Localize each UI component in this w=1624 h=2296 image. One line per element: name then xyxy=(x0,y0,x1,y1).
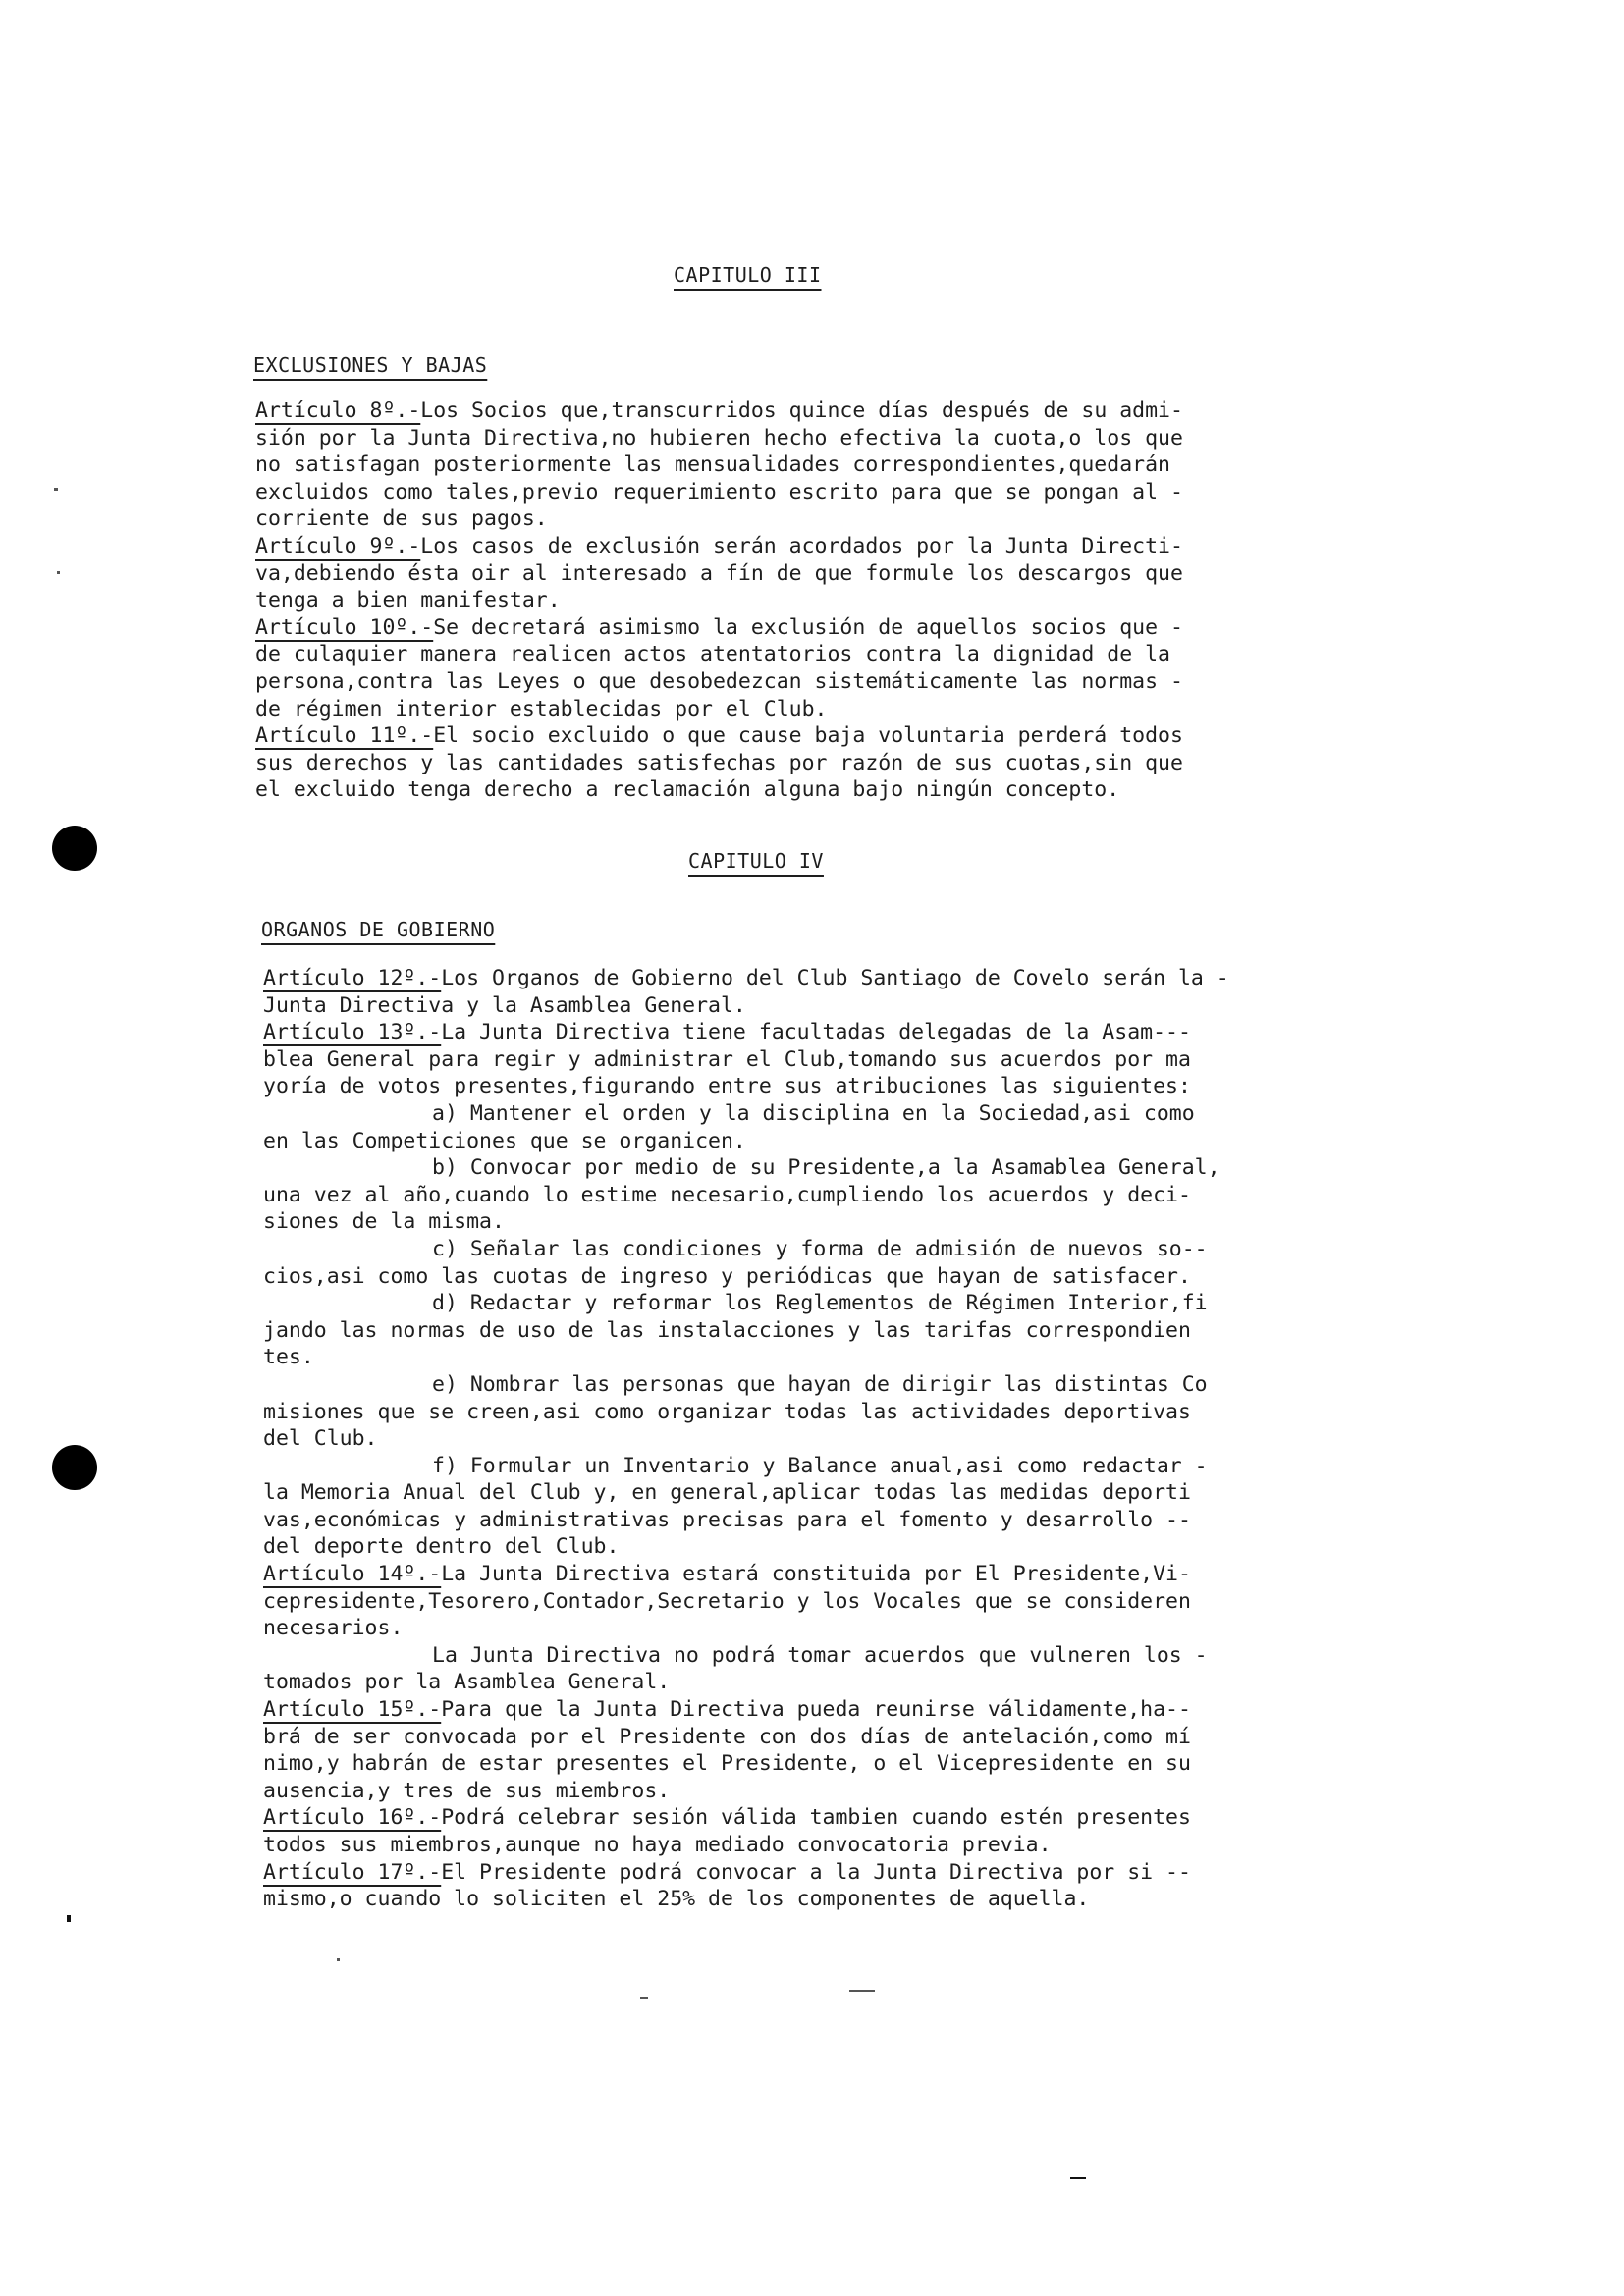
body-line xyxy=(263,1046,1229,1074)
line-text: persona,contra las Leyes o que desobedezcan sistemáticamente las normas - xyxy=(255,668,1183,694)
section-exclusiones-title: EXCLUSIONES Y BAJAS xyxy=(253,353,488,377)
line-text: b) Convocar por medio de su Presidente,a la Asamablea General, xyxy=(432,1155,1220,1181)
body-line xyxy=(255,776,1183,804)
scan-speck xyxy=(1070,2177,1086,2179)
body-line xyxy=(263,1425,1229,1453)
line-text: del Club. xyxy=(263,1426,378,1452)
body-line xyxy=(263,1533,1229,1561)
article-label: Artículo 14º.- xyxy=(263,1562,442,1587)
line-text: de culaquier manera realicen actos atentatorios contra la dignidad de la xyxy=(255,642,1170,667)
chapter-4-title: CAPITULO IV xyxy=(688,849,824,873)
line-text: Podrá celebrar sesión válida tambien cuando estén presentes xyxy=(441,1805,1191,1831)
line-text: La Junta Directiva tiene facultadas delegadas de la Asam--- xyxy=(441,1020,1191,1045)
body-line xyxy=(263,1453,1229,1480)
punch-hole-bottom xyxy=(52,1445,97,1490)
line-text: brá de ser convocada por el Presidente con dos días de antelación,como mí xyxy=(263,1724,1191,1749)
body-line xyxy=(263,1236,1229,1263)
line-text: d) Redactar y reformar los Reglementos de Régimen Interior,fi xyxy=(432,1291,1208,1316)
body-line xyxy=(255,641,1183,668)
line-text: Para que la Junta Directiva pueda reunirse válidamente,ha-- xyxy=(441,1697,1191,1723)
body-line xyxy=(263,1778,1229,1805)
line-text: yoría de votos presentes,figurando entre sus atribuciones las siguientes: xyxy=(263,1074,1191,1099)
article-start-line xyxy=(263,1561,1229,1588)
line-text: el excluido tenga derecho a reclamación alguna bajo ningún concepto. xyxy=(255,777,1120,803)
line-text: sus derechos y las cantidades satisfechas por razón de sus cuotas,sin que xyxy=(255,750,1183,775)
body-line xyxy=(263,1615,1229,1642)
section-organos-title: ORGANOS DE GOBIERNO xyxy=(261,918,496,941)
line-text: la Memoria Anual del Club y, en general,aplicar todas las medidas deporti xyxy=(263,1480,1191,1506)
line-text: misiones que se creen,asi como organizar todas las actividades deportivas xyxy=(263,1399,1191,1424)
line-text: una vez al año,cuando lo estime necesario,cumpliendo los acuerdos y deci- xyxy=(263,1182,1191,1207)
body-line xyxy=(255,696,1183,723)
body-line xyxy=(255,561,1183,588)
line-text: Los Organos de Gobierno del Club Santiago de Covelo serán la - xyxy=(441,966,1229,990)
scan-speck xyxy=(67,1915,71,1922)
chapter-3-body xyxy=(255,398,1183,804)
line-text: todos sus miembros,aunque no haya mediado convocatoria previa. xyxy=(263,1833,1052,1857)
line-text: La Junta Directiva no podrá tomar acuerdos que vulneren los - xyxy=(432,1642,1208,1668)
scan-speck xyxy=(54,488,58,491)
line-text: e) Nombrar las personas que hayan de dirigir las distintas Co xyxy=(432,1371,1208,1397)
scan-speck xyxy=(337,1958,340,1961)
line-text: vas,económicas y administrativas precisas para el fomento y desarrollo -- xyxy=(263,1507,1191,1532)
line-text: Junta Directiva y la Asamblea General. xyxy=(263,992,746,1018)
body-line xyxy=(255,587,1183,614)
article-label: Artículo 16º.- xyxy=(263,1805,442,1831)
body-line xyxy=(255,506,1183,533)
line-text: cios,asi como las cuotas de ingreso y periódicas que hayan de satisfacer. xyxy=(263,1263,1191,1289)
body-line xyxy=(255,668,1183,696)
line-text: jando las normas de uso de las instalacciones y las tarifas correspondien xyxy=(263,1317,1191,1343)
line-text: a) Mantener el orden y la disciplina en la Sociedad,asi como xyxy=(432,1100,1195,1126)
line-text: va,debiendo ésta oir al interesado a fín de que formule los descargos que xyxy=(255,561,1183,586)
line-text: del deporte dentro del Club. xyxy=(263,1534,620,1560)
article-start-line xyxy=(255,398,1183,425)
chapter-3-title: CAPITULO III xyxy=(674,263,822,287)
body-line xyxy=(255,452,1183,479)
body-line xyxy=(255,425,1183,453)
article-start-line xyxy=(263,965,1229,992)
article-start-line xyxy=(263,1696,1229,1724)
body-line xyxy=(263,1588,1229,1616)
article-label: Artículo 11º.- xyxy=(255,723,434,749)
body-line xyxy=(263,1886,1229,1913)
body-line xyxy=(263,1317,1229,1345)
line-text: tenga a bien manifestar. xyxy=(255,588,561,614)
article-label: Artículo 17º.- xyxy=(263,1859,442,1885)
line-text: blea General para regir y administrar el Club,tomando sus acuerdos por ma xyxy=(263,1046,1191,1072)
body-line xyxy=(263,1128,1229,1155)
body-line xyxy=(263,1399,1229,1426)
article-start-line xyxy=(263,1859,1229,1887)
body-line xyxy=(263,1507,1229,1534)
body-line xyxy=(263,1479,1229,1507)
body-line xyxy=(263,1724,1229,1751)
article-start-line xyxy=(263,1804,1229,1832)
line-text: no satisfagan posteriormente las mensualidades correspondientes,quedarán xyxy=(255,453,1170,478)
scan-speck xyxy=(849,1990,875,1992)
body-line xyxy=(263,1642,1229,1670)
line-text: Se decretará asimismo la exclusión de aquellos socios que - xyxy=(433,614,1183,640)
line-text: necesarios. xyxy=(263,1616,404,1641)
line-text: El Presidente podrá convocar a la Junta Directiva por si -- xyxy=(441,1859,1191,1885)
article-label: Artículo 13º.- xyxy=(263,1020,442,1045)
line-text: siones de la misma. xyxy=(263,1209,505,1235)
article-start-line xyxy=(255,533,1183,561)
punch-hole-top xyxy=(52,826,97,871)
body-line xyxy=(263,1100,1229,1128)
line-text: Los casos de exclusión serán acordados por la Junta Directi- xyxy=(420,533,1183,559)
body-line xyxy=(263,1832,1229,1859)
body-line xyxy=(263,992,1229,1020)
article-label: Artículo 10º.- xyxy=(255,614,434,640)
body-line xyxy=(263,1154,1229,1182)
body-line xyxy=(263,1073,1229,1100)
line-text: excluidos como tales,previo requerimiento escrito para que se pongan al - xyxy=(255,479,1183,505)
scan-speck xyxy=(640,1997,648,1999)
article-label: Artículo 12º.- xyxy=(263,966,442,990)
body-line xyxy=(263,1344,1229,1371)
article-start-line xyxy=(255,614,1183,642)
article-start-line xyxy=(263,1019,1229,1046)
line-text: f) Formular un Inventario y Balance anual,asi como redactar - xyxy=(432,1453,1208,1478)
body-line xyxy=(255,479,1183,507)
body-line xyxy=(263,1208,1229,1236)
body-line xyxy=(263,1371,1229,1399)
body-line xyxy=(263,1669,1229,1696)
line-text: Los Socios que,transcurridos quince días después de su admi- xyxy=(420,399,1183,423)
line-text: La Junta Directiva estará constituida por El Presidente,Vi- xyxy=(441,1562,1191,1587)
chapter-4-body xyxy=(263,965,1229,1913)
line-text: c) Señalar las condiciones y forma de admisión de nuevos so-- xyxy=(432,1236,1208,1261)
line-text: en las Competiciones que se organicen. xyxy=(263,1128,746,1153)
line-text: ausencia,y tres de sus miembros. xyxy=(263,1778,671,1803)
line-text: nimo,y habrán de estar presentes el Presidente, o el Vicepresidente en su xyxy=(263,1751,1191,1777)
line-text: cepresidente,Tesorero,Contador,Secretario y los Vocales que se consideren xyxy=(263,1588,1191,1614)
line-text: mismo,o cuando lo soliciten el 25% de los componentes de aquella. xyxy=(263,1887,1090,1912)
line-text: El socio excluido o que cause baja voluntaria perderá todos xyxy=(433,723,1183,749)
article-start-line xyxy=(255,722,1183,750)
line-text: sión por la Junta Directiva,no hubieren hecho efectiva la cuota,o los que xyxy=(255,425,1183,451)
body-line xyxy=(263,1290,1229,1317)
article-label: Artículo 15º.- xyxy=(263,1697,442,1723)
article-label: Artículo 8º.- xyxy=(255,399,421,423)
line-text: tomados por la Asamblea General. xyxy=(263,1670,671,1695)
line-text: de régimen interior establecidas por el Club. xyxy=(255,696,828,721)
line-text: tes. xyxy=(263,1345,314,1370)
article-label: Artículo 9º.- xyxy=(255,533,421,559)
body-line xyxy=(263,1750,1229,1778)
body-line xyxy=(263,1182,1229,1209)
body-line xyxy=(263,1263,1229,1291)
line-text: corriente de sus pagos. xyxy=(255,507,548,532)
body-line xyxy=(255,750,1183,777)
scan-speck xyxy=(57,571,60,574)
